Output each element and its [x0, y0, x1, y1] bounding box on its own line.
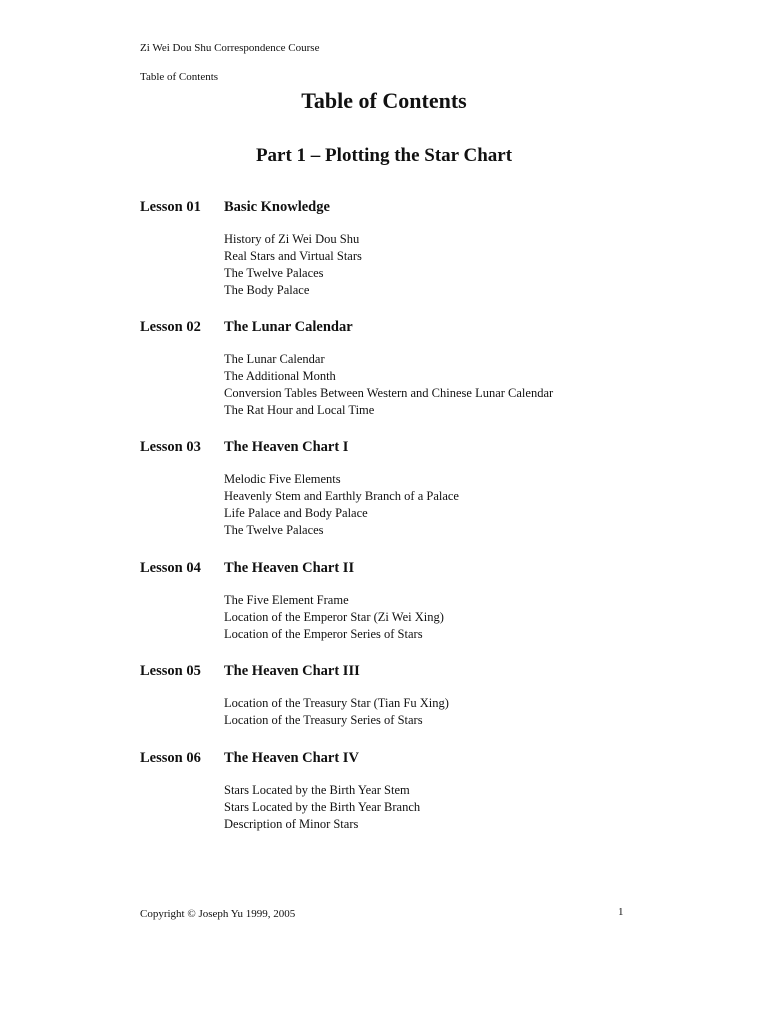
lesson-topic: The Additional Month [224, 369, 336, 383]
lesson-topic-list [224, 695, 660, 729]
lesson-number: Lesson 04 [140, 560, 201, 576]
lesson-03 [140, 437, 660, 539]
lesson-01 [140, 197, 660, 299]
lesson-name: The Heaven Chart II [224, 560, 355, 576]
lesson-topic-list [224, 592, 660, 643]
lesson-topic: The Body Palace [224, 283, 310, 297]
lesson-topic: Location of the Emperor Series of Stars [224, 627, 423, 641]
lesson-name: The Heaven Chart I [224, 439, 349, 455]
lesson-heading [140, 748, 660, 768]
page-title: Table of Contents [301, 88, 467, 113]
lesson-heading [140, 197, 660, 217]
lesson-heading [140, 317, 660, 337]
lesson-topic-list [224, 782, 660, 833]
footer-copyright: Copyright © Joseph Yu 1999, 2005 [140, 908, 296, 920]
part-title: Part 1 – Plotting the Star Chart [255, 145, 513, 166]
lesson-heading [140, 661, 660, 681]
lesson-topic: Stars Located by the Birth Year Branch [224, 800, 421, 814]
lesson-name: The Heaven Chart III [224, 663, 360, 679]
lesson-topic: Melodic Five Elements [224, 472, 341, 486]
lesson-topic: Location of the Treasury Series of Stars [224, 713, 423, 727]
lesson-04 [140, 558, 660, 643]
lesson-topic: Conversion Tables Between Western and Chinese Lunar Calendar [224, 386, 554, 400]
running-header-course-title: Zi Wei Dou Shu Correspondence Course [140, 42, 320, 54]
lesson-topic-list [224, 351, 660, 419]
lesson-topic: The Twelve Palaces [224, 266, 324, 280]
lesson-topic: Stars Located by the Birth Year Stem [224, 783, 410, 797]
lesson-heading [140, 558, 660, 578]
lesson-number: Lesson 02 [140, 319, 201, 335]
running-header-section: Table of Contents [140, 71, 219, 83]
lesson-topic: Location of the Treasury Star (Tian Fu Xing) [224, 696, 449, 710]
lesson-topic: The Five Element Frame [224, 593, 349, 607]
page-number: 1 [618, 906, 624, 918]
lesson-topic: Heavenly Stem and Earthly Branch of a Palace [224, 489, 459, 503]
lesson-topic: Location of the Emperor Star (Zi Wei Xing) [224, 610, 444, 624]
lesson-topic: History of Zi Wei Dou Shu [224, 232, 360, 246]
lesson-topic-list [224, 471, 660, 539]
lesson-name: The Lunar Calendar [224, 319, 353, 335]
lesson-02 [140, 317, 660, 419]
lesson-name: The Heaven Chart IV [224, 750, 359, 766]
lesson-06 [140, 748, 660, 833]
lesson-05 [140, 661, 660, 729]
lesson-topic-list [224, 231, 660, 299]
lesson-topic: Real Stars and Virtual Stars [224, 249, 362, 263]
lesson-topic: The Twelve Palaces [224, 523, 324, 537]
lesson-name: Basic Knowledge [224, 199, 330, 215]
lesson-topic: The Rat Hour and Local Time [224, 403, 375, 417]
lesson-topic: Life Palace and Body Palace [224, 506, 368, 520]
lesson-number: Lesson 06 [140, 750, 201, 766]
lesson-topic: Description of Minor Stars [224, 817, 359, 831]
lesson-number: Lesson 05 [140, 663, 201, 679]
lesson-heading [140, 437, 660, 457]
lesson-number: Lesson 01 [140, 199, 201, 215]
lesson-number: Lesson 03 [140, 439, 201, 455]
lesson-topic: The Lunar Calendar [224, 352, 325, 366]
